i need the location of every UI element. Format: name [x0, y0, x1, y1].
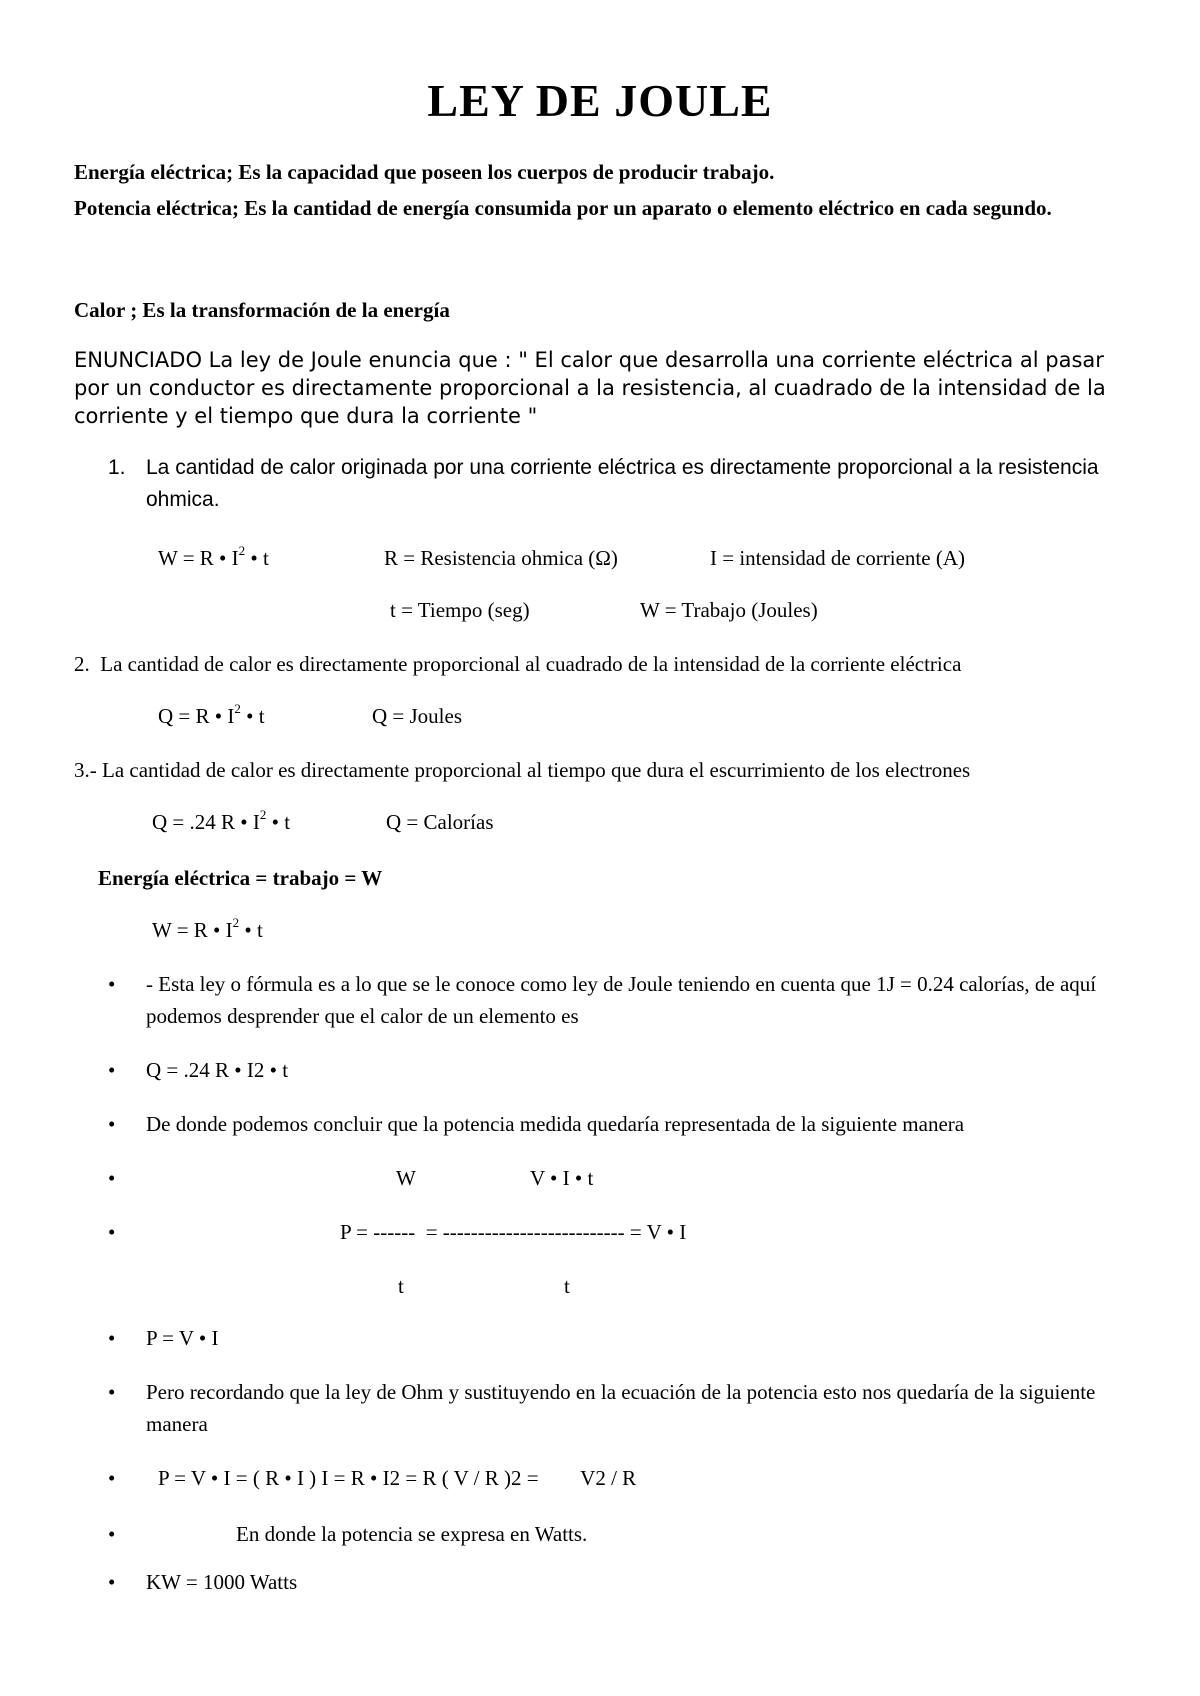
def-intensidad: I = intensidad de corriente (A) [710, 546, 965, 570]
bullet-dot: • [108, 1112, 116, 1136]
bullet-text: Pero recordando que la ley de Ohm y sustituyendo en la ecuación de la potencia esto nos quedaría de la siguiente manera [146, 1380, 1096, 1436]
fraction-denominator-t2: t [564, 1274, 570, 1298]
def-potencia: Potencia eléctrica; Es la cantidad de energía consumida por un aparato o elemento eléctrico en cada segundo. [74, 196, 1052, 220]
bullet-text: - Esta ley o fórmula es a lo que se le conoce como ley de Joule teniendo en cuenta que 1J = 0.24 calorías, de aquí podemos desprender que el calor de un elemento es [146, 972, 1097, 1028]
bullet-dot: • [108, 1326, 116, 1350]
list-item-text: La cantidad de calor originada por una corriente eléctrica es directamente proporcional a la resistencia ohmica. [146, 456, 1099, 511]
bullet-text: En donde la potencia se expresa en Watts. [236, 1522, 588, 1546]
bullet-text: P = V • I [146, 1326, 219, 1350]
fraction-numerator-vit: V • I • t [530, 1166, 594, 1190]
def-energia: Energía eléctrica; Es la capacidad que poseen los cuerpos de producir trabajo. [74, 160, 775, 184]
bullet-text: KW = 1000 Watts [146, 1570, 298, 1594]
enunciado: ENUNCIADO La ley de Joule enuncia que : " El calor que desarrolla una corriente eléctrica al pasar por un conductor es directamente proporcional a la resistencia, al cuadrado de la intensidad de la corriente y el tiempo que dura la corriente " [74, 348, 1106, 428]
formula-potencia: P = ------ = -------------------------- = V • I [340, 1220, 687, 1244]
def-calor: Calor ; Es la transformación de la energía [74, 298, 450, 322]
def-trabajo: W = Trabajo (Joules) [640, 598, 818, 622]
formula-q: Q = R • $I^2$ • t [158, 701, 265, 728]
formula-w-2: W = R • $I^2$ • t [152, 915, 263, 942]
bullet-dot: • [108, 1166, 116, 1190]
bullet-text: De donde podemos concluir que la potencia medida quedaría representada de la siguiente manera [146, 1112, 965, 1136]
unit-joules: Q = Joules [372, 704, 463, 728]
bullet-dot: • [108, 1466, 116, 1490]
def-tiempo: t = Tiempo (seg) [390, 598, 530, 622]
bullet-dot: • [108, 972, 116, 996]
fraction-numerator-w: W [396, 1166, 416, 1190]
def-resistencia: R = Resistencia ohmica (Ω) [384, 546, 618, 570]
bullet-dot: • [108, 1570, 116, 1594]
formula-q-calorias: Q = .24 R • $I^2$ • t [152, 807, 291, 834]
list-number: 1. [108, 456, 126, 479]
fraction-denominator-t1: t [398, 1274, 404, 1298]
bullet-dot: • [108, 1220, 116, 1244]
bullet-dot: • [108, 1058, 116, 1082]
formula-w: W = R • $I^2$ • t [158, 543, 269, 570]
list-item-2: 2. La cantidad de calor es directamente proporcional al cuadrado de la intensidad de la corriente eléctrica [74, 652, 962, 676]
bullet-text: P = V • I = ( R • I ) I = R • I2 = R ( V / R )2 = V2 / R [158, 1466, 637, 1490]
list-item-3: 3.- La cantidad de calor es directamente proporcional al tiempo que dura el escurrimiento de los electrones [74, 758, 971, 782]
bullet-text: Q = .24 R • I2 • t [146, 1058, 289, 1082]
page-title: LEY DE JOULE [427, 75, 773, 126]
unit-calorias: Q = Calorías [386, 810, 494, 834]
energia-trabajo-heading: Energía eléctrica = trabajo = W [98, 866, 383, 890]
bullet-dot: • [108, 1380, 116, 1404]
bullet-dot: • [108, 1522, 116, 1546]
